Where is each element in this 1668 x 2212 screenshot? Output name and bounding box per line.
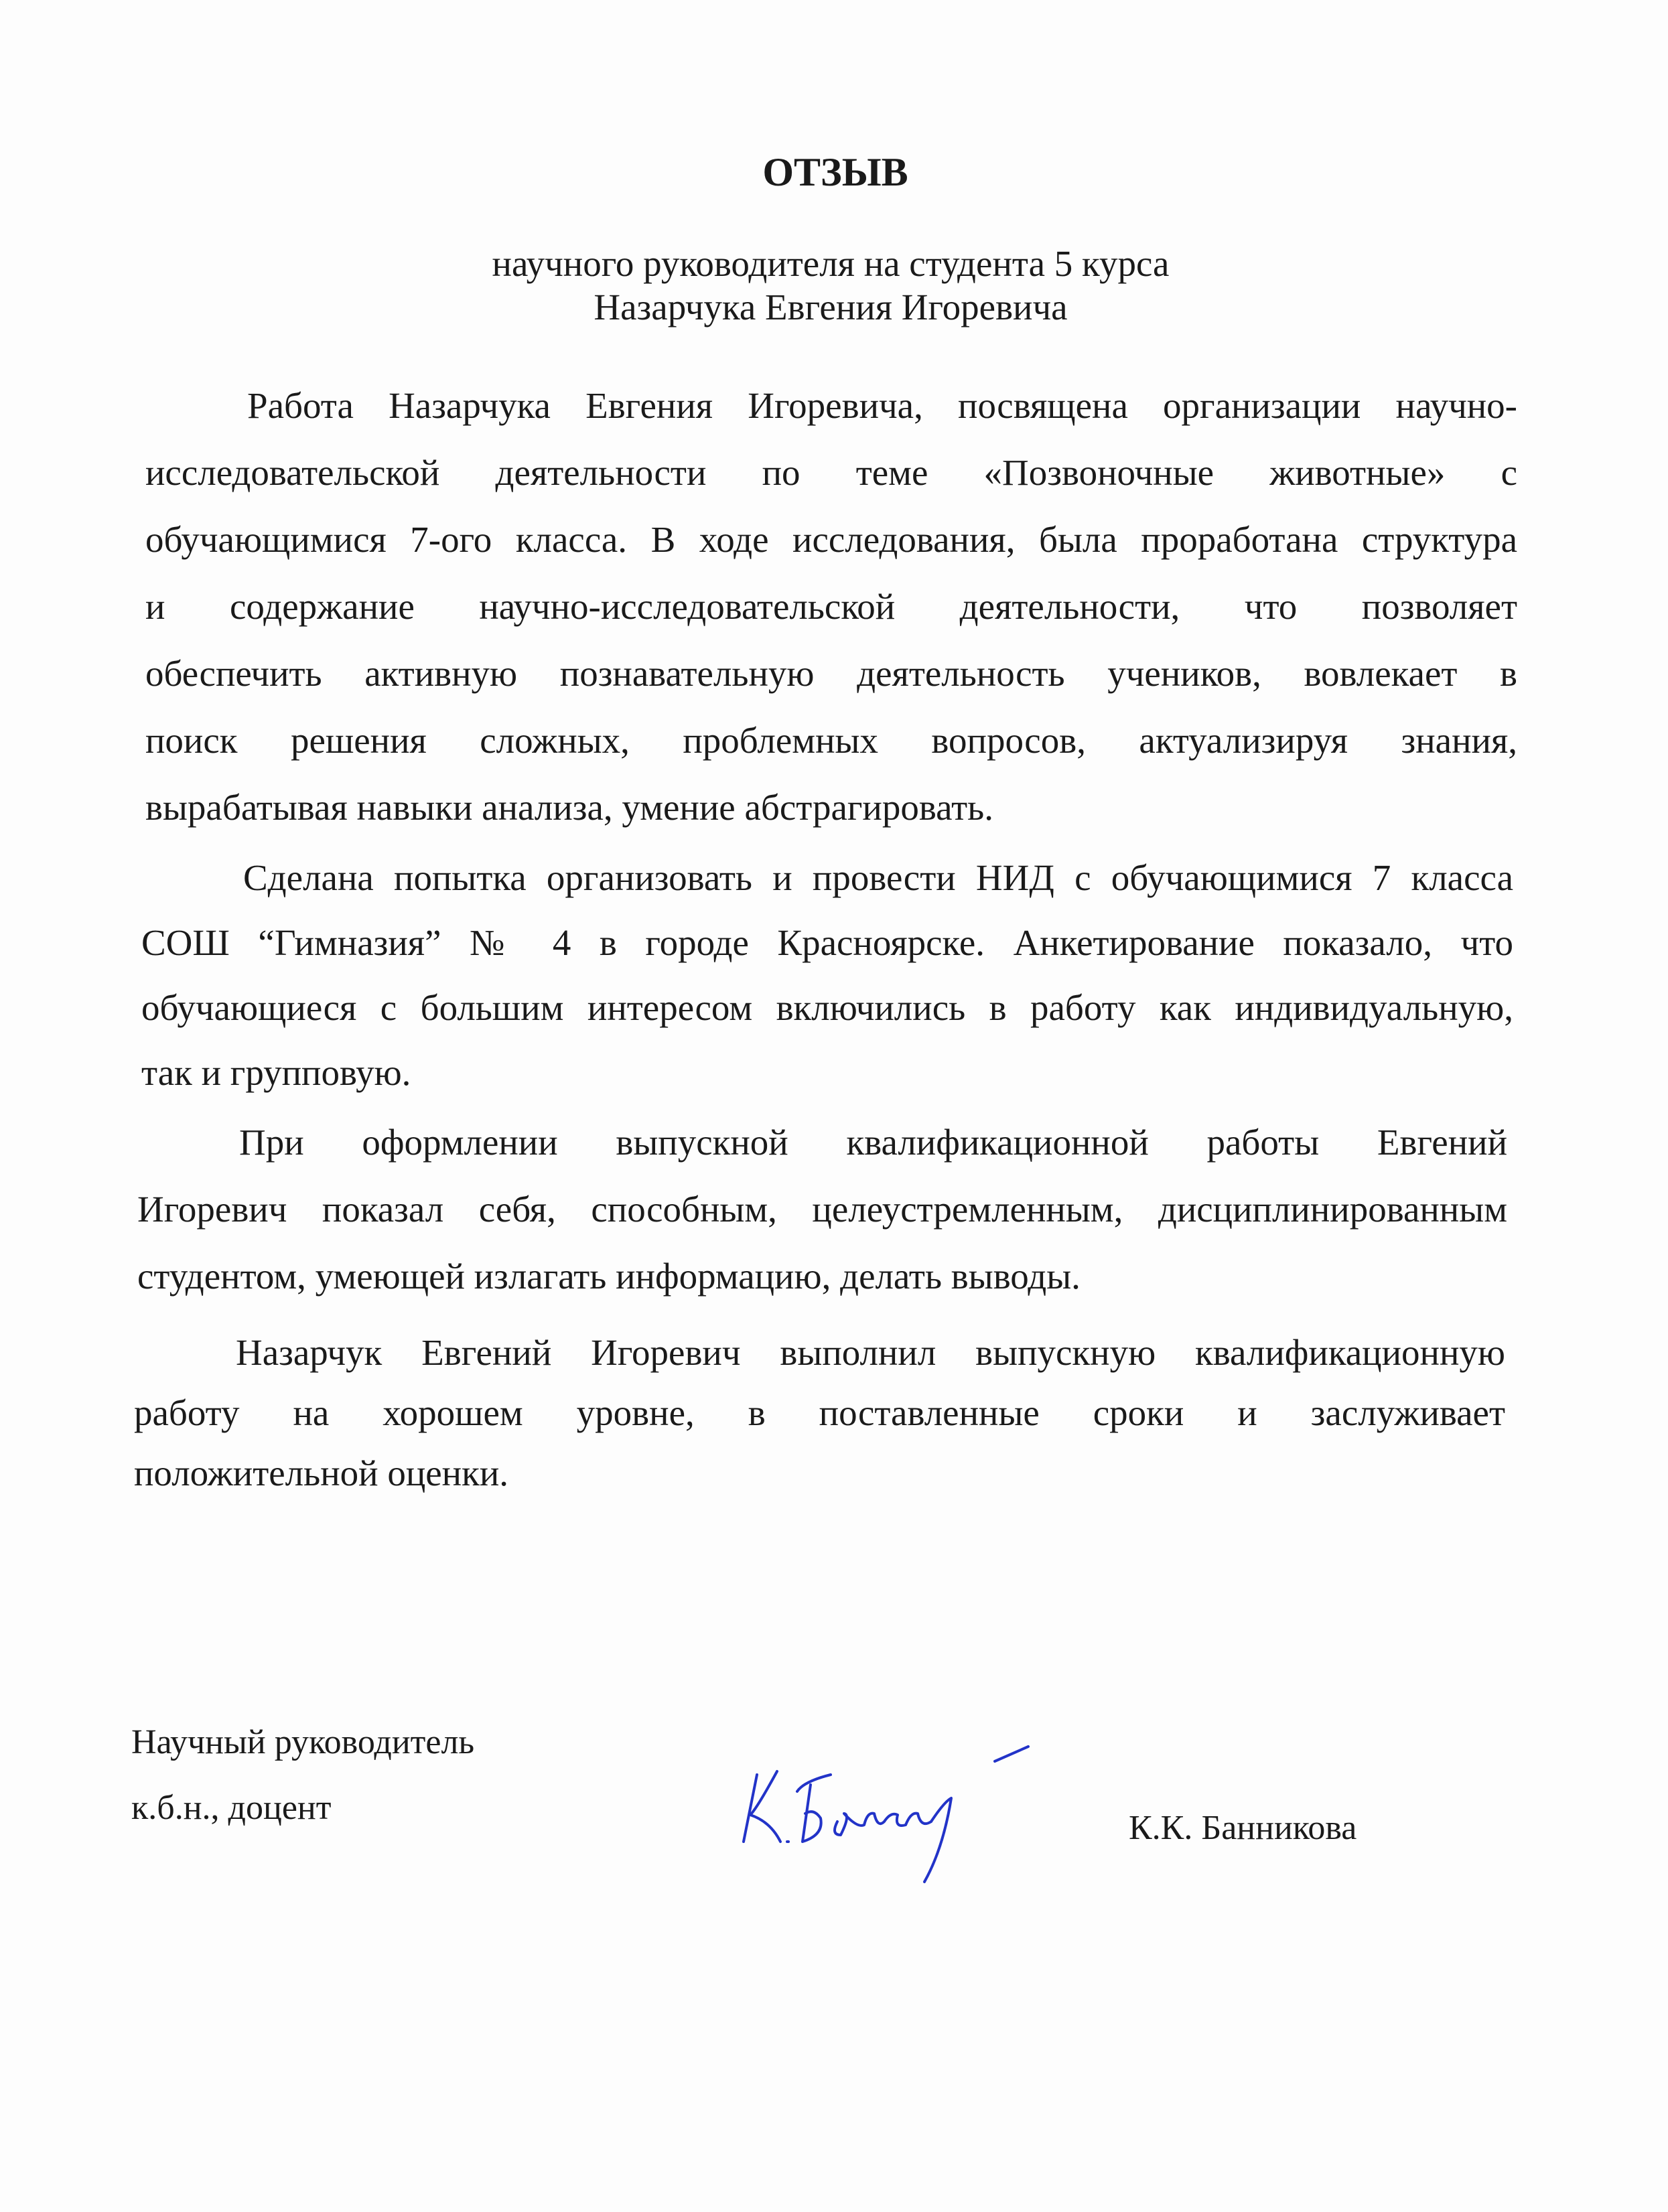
document-title: ОТЗЫВ [762, 150, 908, 194]
paragraph-line: положительной оценки. [134, 1453, 508, 1493]
paragraph-line: Сделана попытка организовать и провести НИД с обучающимися 7 класса [243, 857, 1513, 898]
paragraph-line: поиск решения сложных, проблемных вопросов, актуализируя знания, [145, 720, 1517, 761]
handwritten-signature [730, 1735, 1065, 1895]
paragraph-2 [141, 845, 1513, 1105]
paragraph-line: СОШ “Гимназия” № 4 в городе Красноярске. Анкетирование показало, что [141, 922, 1513, 963]
subtitle-line-1: научного руководителя на студента 5 курса [492, 243, 1170, 284]
paragraph-line: вырабатывая навыки анализа, умение абстрагировать. [145, 787, 993, 828]
paragraph-line: При оформлении выпускной квалификационной работы Евгений [239, 1122, 1507, 1163]
paragraph-line: исследовательской деятельности по теме «Позвоночные животные» с [145, 452, 1517, 493]
paragraph-line: Игоревич показал себя, способным, целеустремленным, дисциплинированным [137, 1189, 1507, 1230]
subtitle-line-2: Назарчука Евгения Игоревича [594, 287, 1068, 327]
paragraph-line: и содержание научно-исследовательской деятельности, что позволяет [145, 586, 1517, 627]
signatory-degree: к.б.н., доцент [131, 1789, 332, 1827]
paragraph-line: обучающиеся с большим интересом включились в работу как индивидуальную, [141, 987, 1513, 1028]
paragraph-line: работу на хорошем уровне, в поставленные сроки и заслуживает [134, 1392, 1505, 1433]
paragraph-line: Работа Назарчука Евгения Игоревича, посвящена организации научно- [247, 385, 1517, 426]
signatory-position: Научный руководитель [131, 1723, 475, 1761]
paragraph-line: Назарчук Евгений Игоревич выполнил выпускную квалификационную [236, 1332, 1505, 1373]
paragraph-4 [134, 1323, 1505, 1503]
paragraph-3 [137, 1109, 1507, 1310]
paragraph-line: так и групповую. [141, 1052, 411, 1093]
paragraph-line: студентом, умеющей излагать информацию, делать выводы. [137, 1256, 1081, 1297]
paragraph-line: обучающимися 7-ого класса. В ходе исследования, была проработана структура [145, 519, 1517, 560]
paragraph-1 [145, 372, 1517, 841]
paragraph-line: обеспечить активную познавательную деятельность учеников, вовлекает в [145, 653, 1517, 694]
signatory-name: К.К. Банникова [1129, 1809, 1357, 1847]
